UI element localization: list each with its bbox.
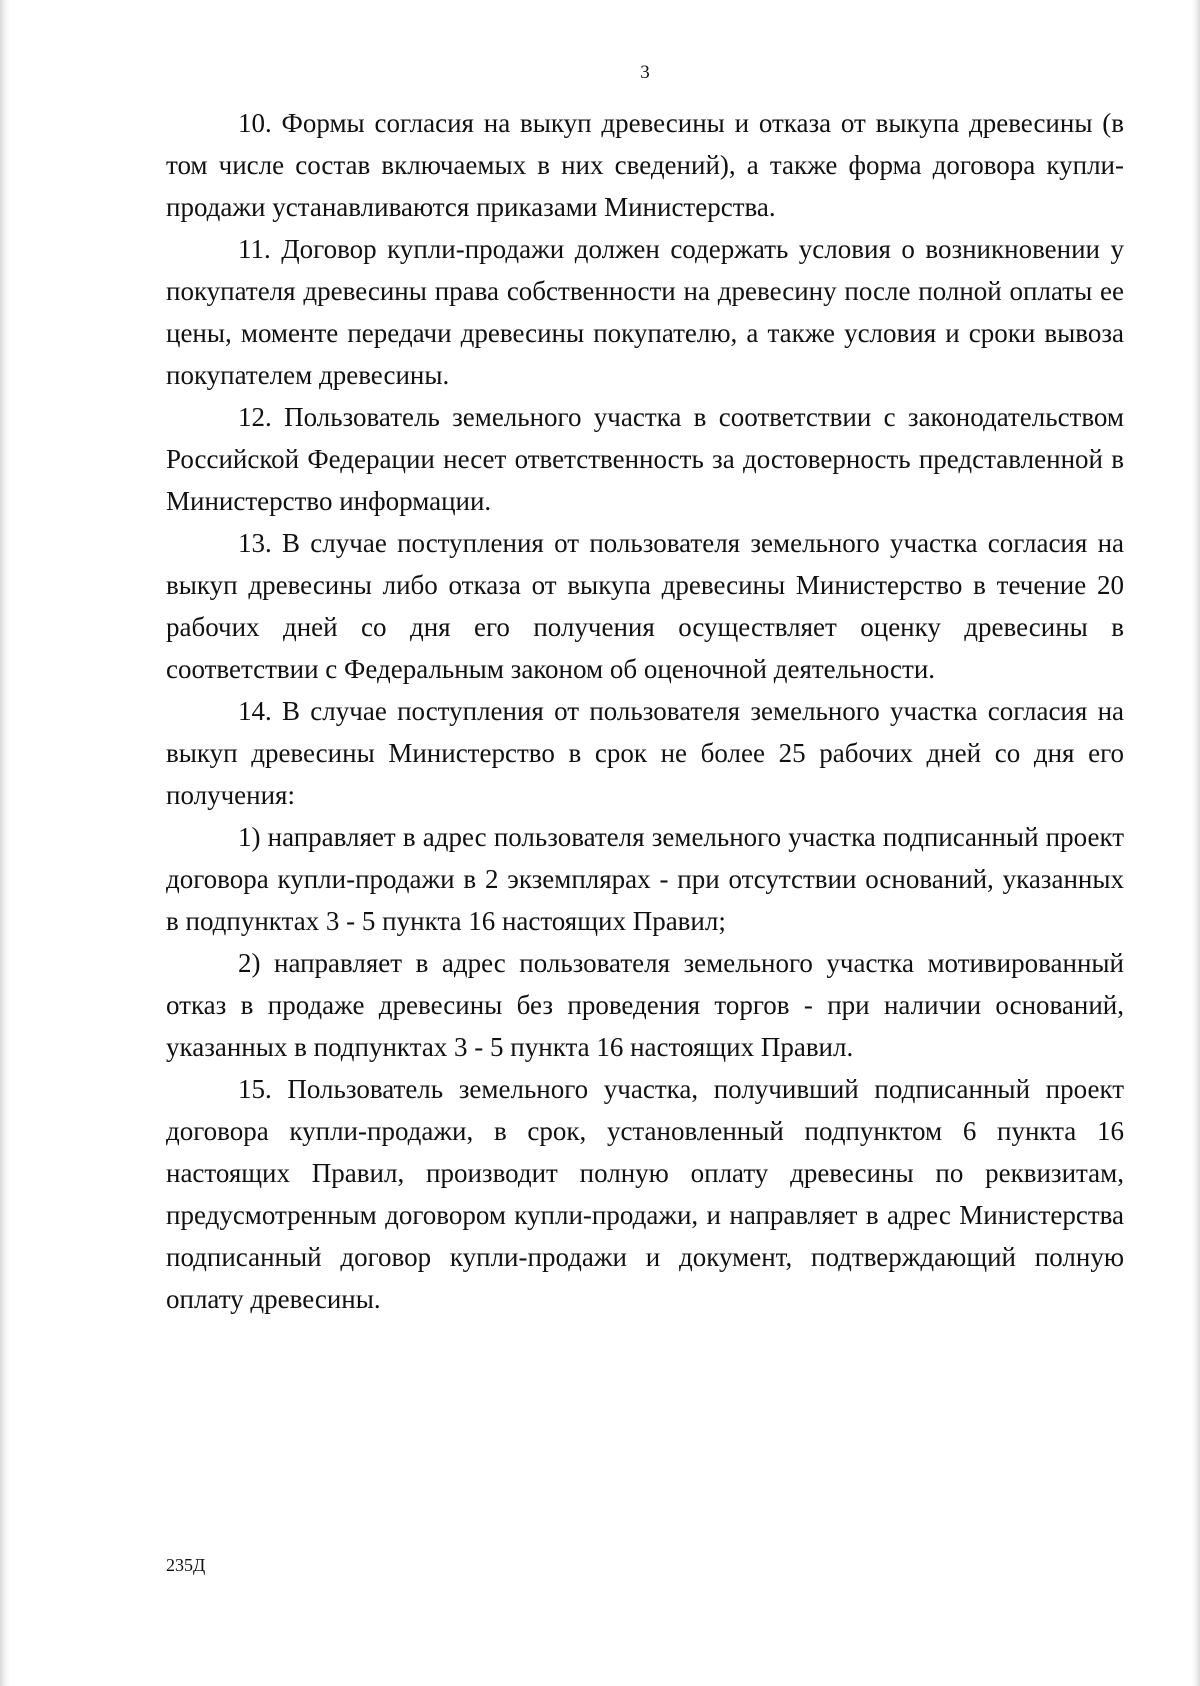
paragraph-12: 12. Пользователь земельного участка в соответствии с законодательством Российской Федерации несет ответственность за достоверность представленной в Министерство информации. bbox=[166, 402, 1124, 516]
paragraph-14-item-2: 2) направляет в адрес пользователя земельного участка мотивированный отказ в продаже древесины без проведения торгов - при наличии оснований, указанных в подпунктах 3 - 5 пункта 16 настоящих Правил. bbox=[166, 948, 1124, 1062]
document-code: 235Д bbox=[166, 1555, 206, 1575]
paragraph-14: 14. В случае поступления от пользователя земельного участка согласия на выкуп древесины Министерство в срок не более 25 рабочих дней со дня его получения: bbox=[166, 696, 1124, 810]
paragraph-13: 13. В случае поступления от пользователя земельного участка согласия на выкуп древесины либо отказа от выкупа древесины Министерство в течение 20 рабочих дней со дня его получения осуществляет оценку древесины в соответствии с Федеральным законом об оценочной деятельности. bbox=[166, 528, 1124, 684]
document-body bbox=[166, 102, 1124, 1320]
paragraph-15: 15. Пользователь земельного участка, получивший подписанный проект договора купли-продажи, в срок, установленный подпунктом 6 пункта 16 настоящих Правил, производит полную оплату древесины по реквизитам, предусмотренным договором купли-продажи, и направляет в адрес Министерства подписанный договор купли-продажи и документ, подтверждающий полную оплату древесины. bbox=[166, 1074, 1124, 1314]
scan-edge-right bbox=[1192, 0, 1200, 1686]
paragraph-11: 11. Договор купли-продажи должен содержать условия о возникновении у покупателя древесины права собственности на древесину после полной оплаты ее цены, моменте передачи древесины покупателю, а также условия и сроки вывоза покупателем древесины. bbox=[166, 234, 1124, 390]
page-number: 3 bbox=[640, 62, 650, 83]
scan-edge-left bbox=[0, 0, 10, 1686]
paragraph-14-item-1: 1) направляет в адрес пользователя земельного участка подписанный проект договора купли-продажи в 2 экземплярах - при отсутствии оснований, указанных в подпунктах 3 - 5 пункта 16 настоящих Правил; bbox=[166, 822, 1124, 936]
paragraph-10: 10. Формы согласия на выкуп древесины и отказа от выкупа древесины (в том числе состав включаемых в них сведений), а также форма договора купли-продажи устанавливаются приказами Министерства. bbox=[166, 108, 1124, 222]
